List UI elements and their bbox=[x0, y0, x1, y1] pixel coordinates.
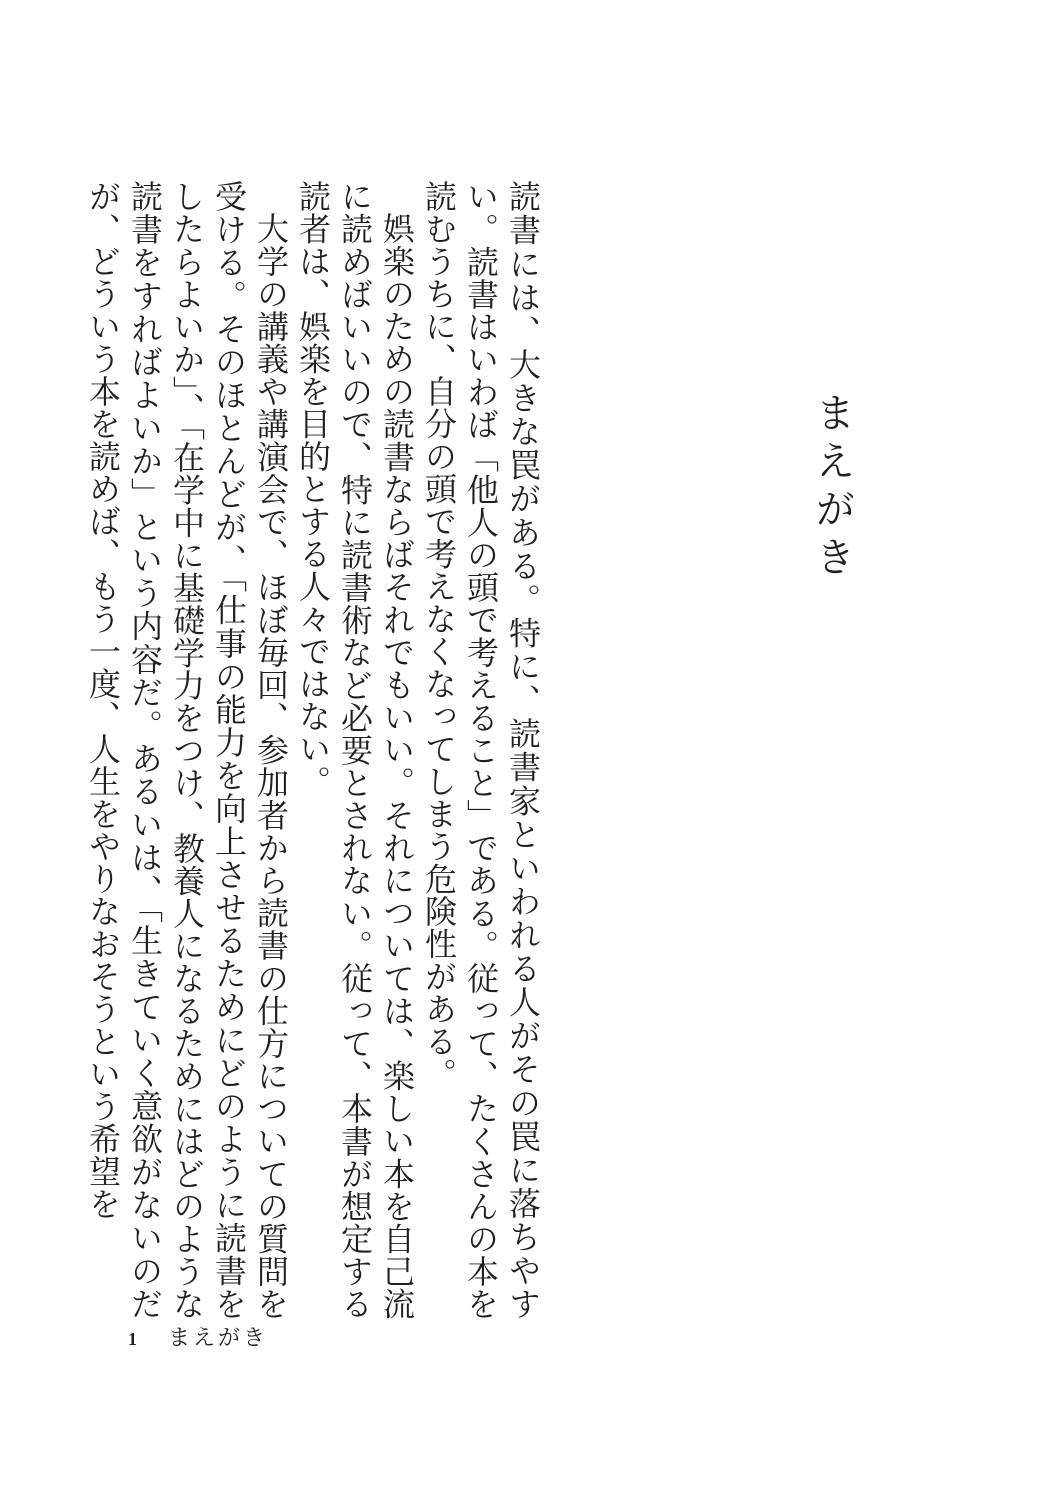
paragraph: 娯楽のための読書ならばそれでもいい。それについては、楽しい本を自己流に読めばいいので、特に読書術など必要とされない。従って、本書が想定する読者は、娯楽を目的とする人々ではない。 bbox=[294, 180, 416, 1320]
page-number: 1 bbox=[128, 1329, 137, 1349]
paragraph: 大学の講義や講演会で、ほぼ毎回、参加者から読書の仕方についての質問を受ける。そのほとんどが、「仕事の能力を向上させるためにどのように読書をしたらよいか」、「在学中に基礎学力をつけ、教養人になるためにはどのような読書をすればよいか」という内容だ。あるいは、「生きていく意欲がないのだが、どういう本を読めば、もう一度、人生をやりなおそうという希望を bbox=[84, 180, 290, 1320]
running-head: まえがき bbox=[168, 1326, 269, 1351]
page-footer bbox=[128, 1328, 268, 1350]
paragraph: 読書には、大きな罠がある。特に、読書家といわれる人がその罠に落ちやすい。読書はいわば「他人の頭で考えること」である。従って、たくさんの本を読むうちに、自分の頭で考えなくなってしまう危険性がある。 bbox=[420, 180, 542, 1320]
body-text bbox=[84, 180, 544, 1320]
chapter-title: まえがき bbox=[809, 392, 855, 584]
